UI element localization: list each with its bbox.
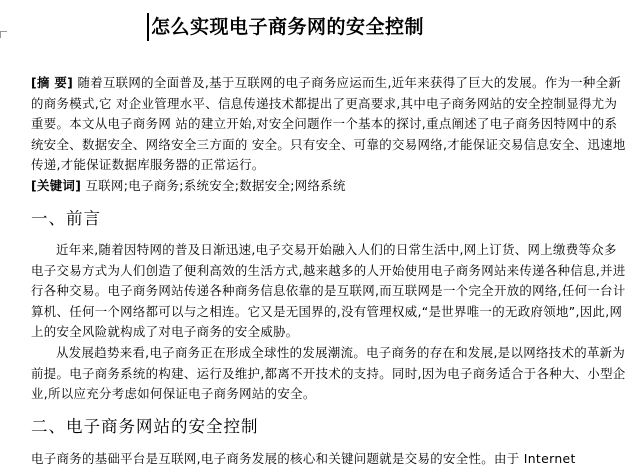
intro-paragraph-2: 从发展趋势来看,电子商务正在形成全球性的发展潮流。电子商务的存在和发展,是以网络技术的革新为前提。电子商务系统的构建、运行及维护,都离不开技术的支持。同时,因为电子商务适合于各种大、小型企业,所以应充分考虑如何保证电子商务网站的安全。	[31, 344, 626, 402]
intro-paragraph-1: 近年来,随着因特网的普及日渐迅速,电子交易开始融入人们的日常生活中,网上订货、网上缴费等众多电子交易方式为人们创造了便利高效的生活方式,越来越多的人开始使用电子商务网站来传递各种信息,并进行各种交易。电子商务网站传递各种商务信息依靠的是互联网,而互联网是一个完全开放的网络,任何一台计算机、任何一个网络都可以与之相连。它又是无国界的,没有管理权威,“是世界唯一的无政府领地”,因此,网上的安全风险就构成了对电子商务的安全威胁。	[31, 242, 626, 340]
abstract-text: 随着互联网的全面普及,基于互联网的电子商务应运而生,近年来获得了巨大的发展。作为一种全新的商务模式,它 对企业管理水平、信息传递技术都提出了更高要求,其中电子商务网站的安全控制显得尤为重要。本文从电子商务网 站的建立开始,对安全问题作一个基本的探讨,重点阐述了电子商务因特网中的系统安全、数据安全、网络安全三方面的 安全。只有安全、可靠的交易网络,才能保证交易信息安全、迅速地传递,才能保证数据库服务器的正常运行。	[31, 75, 626, 172]
document-title: 怎么实现电子商务网的安全控制	[151, 16, 425, 38]
abstract-label: [摘 要]	[31, 75, 74, 90]
abstract-paragraph	[31, 73, 627, 176]
section-heading-security: 二、电子商务网站的安全控制	[31, 417, 259, 436]
keywords-line	[31, 176, 346, 196]
text-cursor	[147, 13, 149, 41]
margin-marker	[0, 31, 7, 38]
security-paragraph-first-line: 电子商务的基础平台是互联网,电子商务发展的核心和关键问题就是交易的安全性。由于 Internet	[31, 451, 576, 466]
section-heading-intro: 一、前言	[31, 209, 101, 228]
keywords-label: [关键词]	[31, 178, 82, 193]
keywords-text: 互联网;电子商务;系统安全;数据安全;网络系统	[81, 178, 346, 193]
section-intro-body	[31, 240, 627, 405]
